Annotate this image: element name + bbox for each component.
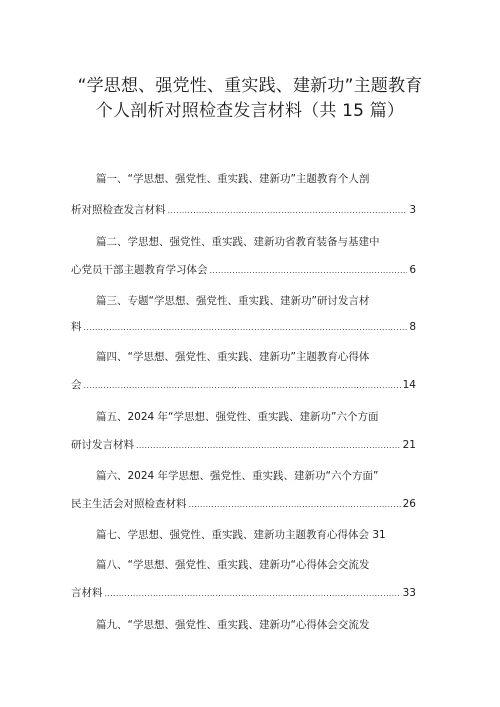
toc-entry-8-page: 33 xyxy=(402,587,416,599)
toc-entry-4-line-1[interactable]: 篇四、“学思想、强党性、重实践、建新功”主题教育心得体 xyxy=(96,351,370,363)
toc-entry-2-page: 6 xyxy=(409,264,416,276)
toc-entry-8-line-2[interactable] xyxy=(71,586,416,600)
toc-entry-3-page: 8 xyxy=(409,321,416,333)
toc-entry-9-line-1[interactable]: 篇九、“学思想、强党性、重实践、建新功“心得体会交流发 xyxy=(96,619,370,631)
toc-leader-dots xyxy=(189,499,401,511)
toc-entry-7[interactable]: 篇七、学思想、强党性、重实践、建新功主题教育心得体会 31 xyxy=(96,529,386,541)
toc-leader-dots xyxy=(168,205,408,217)
toc-entry-1-title-end: 析对照检查发言材料 xyxy=(71,204,166,216)
toc-entry-2-title-end: 心党员干部主题教育学习体会 xyxy=(71,264,208,276)
toc-entry-1-line-2[interactable] xyxy=(71,203,416,217)
toc-entry-5-line-2[interactable] xyxy=(71,438,416,452)
toc-entry-3-title-end: 料 xyxy=(71,321,82,333)
toc-leader-dots xyxy=(105,588,401,600)
toc-entry-6-page: 26 xyxy=(402,498,416,510)
toc-leader-dots xyxy=(84,380,401,392)
toc-entry-3-line-2[interactable] xyxy=(71,320,416,334)
toc-entry-8-line-1[interactable]: 篇八、“学思想、强党性、重实践、建新功“心得体会交流发 xyxy=(96,559,370,571)
toc-entry-5-title-end: 研讨发言材料 xyxy=(71,439,134,451)
toc-entry-5-line-1[interactable]: 篇五、2024 年“学思想、强党性、重实践、建新功”六个方面 xyxy=(96,411,379,423)
toc-leader-dots xyxy=(136,440,401,452)
toc-entry-2-line-2[interactable] xyxy=(71,263,416,277)
toc-entry-6-line-2[interactable] xyxy=(71,497,416,511)
toc-entry-4-title-end: 会 xyxy=(71,379,82,391)
toc-leader-dots xyxy=(84,322,408,334)
toc-entry-6-title-end: 民主生活会对照检查材料 xyxy=(71,498,187,510)
toc-entry-5-page: 21 xyxy=(402,439,416,451)
toc-entry-2-line-1[interactable]: 篇二、学思想、强党性、重实践、建新功省教育装备与基建中 xyxy=(96,236,380,248)
toc-entry-4-page: 14 xyxy=(402,379,416,391)
toc-leader-dots xyxy=(210,265,408,277)
toc-entry-1-page: 3 xyxy=(409,204,416,216)
toc-entry-3-line-1[interactable]: 篇三、专题“学思想、强党性、重实践、建新功”研讨发言材 xyxy=(96,295,370,307)
toc-entry-1-line-1[interactable]: 篇一、“学思想、强党性、重实践、建新功”主题教育个人剖 xyxy=(96,173,370,185)
document-title-line-1: “学思想、强党性、重实践、建新功”主题教育 xyxy=(77,76,423,96)
toc-entry-4-line-2[interactable] xyxy=(71,378,416,392)
document-title-line-2: 个人剖析对照检查发言材料（共 15 篇） xyxy=(95,101,405,121)
toc-entry-6-line-1[interactable]: 篇六、2024 年学思想、强党性、重实践、建新功“六个方面” xyxy=(96,470,379,482)
toc-entry-8-title-end: 言材料 xyxy=(71,587,103,599)
